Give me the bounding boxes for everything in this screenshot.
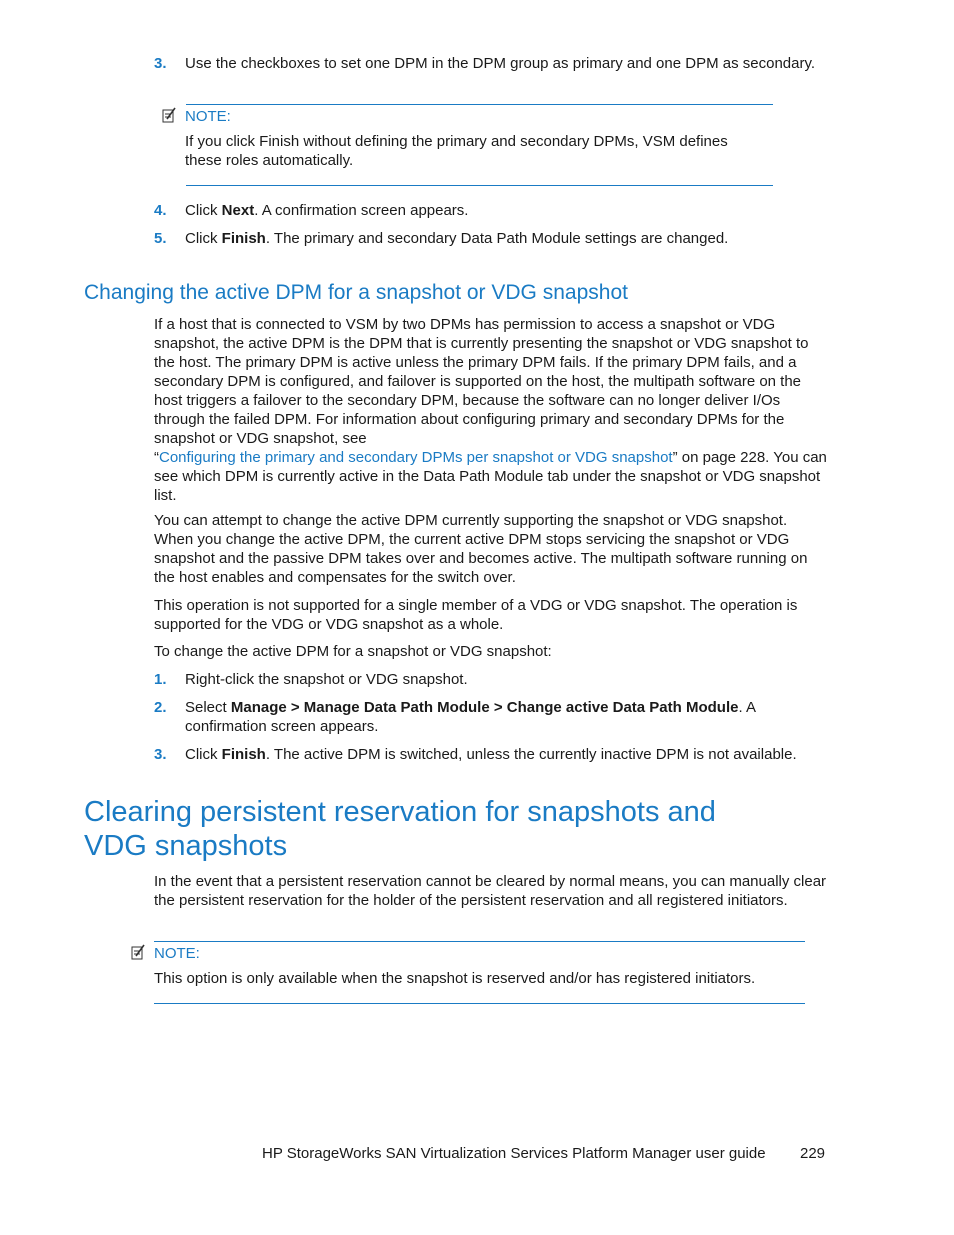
paragraph: If a host that is connected to VSM by two DPMs has permission to access a snapshot or VDG snapshot, the active DPM is the DPM that is currently presenting the snapshot or VDG snapshot to the host. The primary DPM is active unless the primary DPM fails. If the primary DPM fails, and a secondary DPM is configured, and failover is supported on the host, the multipath software on the host triggers a failover to the secondary DPM, because the software can no longer deliver I/Os through the failed DPM. For information about configuring primary and secondary DPMs for the snapshot or VDG snapshot, see “Configuring the primary and secondary DPMs per snapshot or VDG snapshot” on page 228. You can see which DPM is currently active in the Data Path Module tab under the snapshot or VDG snapshot list. [154,316,827,504]
chapter-heading: Clearing persistent reservation for snapshots and VDG snapshots [84,796,716,862]
step-2 [154,698,834,738]
note-pencil-icon [162,107,176,123]
step-1 [154,670,834,690]
step-text: Use the checkboxes to set one DPM in the DPM group as primary and one DPM as secondary. [185,55,816,72]
page-number: 229 [800,1145,826,1162]
step-number: 3. [154,55,167,72]
cross-reference-link[interactable]: Configuring the primary and secondary DPMs per snapshot or VDG snapshot [159,449,673,466]
note-top-rule [186,104,773,105]
step-number: 3. [154,746,167,763]
note-top-rule [154,941,805,942]
footer-title: HP StorageWorks SAN Virtualization Services Platform Manager user guide [262,1145,766,1162]
note-pencil-icon [131,944,145,960]
note-text: This option is only available when the snapshot is reserved and/or has registered initiators. [154,970,756,987]
step-5-top [154,229,834,249]
step-4-top [154,201,834,221]
note-bottom-rule [186,185,773,186]
step-text: Click Next. A confirmation screen appears. [185,202,469,219]
section-heading: Changing the active DPM for a snapshot or VDG snapshot [84,281,628,304]
step-number: 4. [154,202,167,219]
step-number: 1. [154,671,167,688]
step-text: Click Finish. The active DPM is switched, unless the currently inactive DPM is not available. [185,746,797,763]
step-text: Select Manage > Manage Data Path Module > Change active Data Path Module. A confirmation screen appears. [185,699,756,735]
step-text: Right-click the snapshot or VDG snapshot. [185,671,468,688]
step-3-top [154,54,834,74]
step-number: 2. [154,699,167,716]
paragraph: In the event that a persistent reservation cannot be cleared by normal means, you can manually clear the persistent reservation for the holder of the persistent reservation and all registered initiators. [154,873,827,909]
step-number: 5. [154,230,167,247]
paragraph: This operation is not supported for a single member of a VDG or VDG snapshot. The operation is supported for the VDG or VDG snapshot as a whole. [154,597,798,633]
paragraph: You can attempt to change the active DPM currently supporting the snapshot or VDG snapshot. When you change the active DPM, the current active DPM stops servicing the snapshot or VDG snapshot and the passive DPM takes over and becomes active. The multipath software running on the host enables and compensates for the switch over. [154,512,808,586]
note-bottom-rule [154,1003,805,1004]
note-text: If you click Finish without defining the primary and secondary DPMs, VSM defines these roles automatically. [185,133,728,169]
step-text: Click Finish. The primary and secondary Data Path Module settings are changed. [185,230,729,247]
paragraph: To change the active DPM for a snapshot or VDG snapshot: [154,643,552,660]
note-label: NOTE: [185,108,231,125]
step-3 [154,745,834,765]
note-label: NOTE: [154,945,200,962]
